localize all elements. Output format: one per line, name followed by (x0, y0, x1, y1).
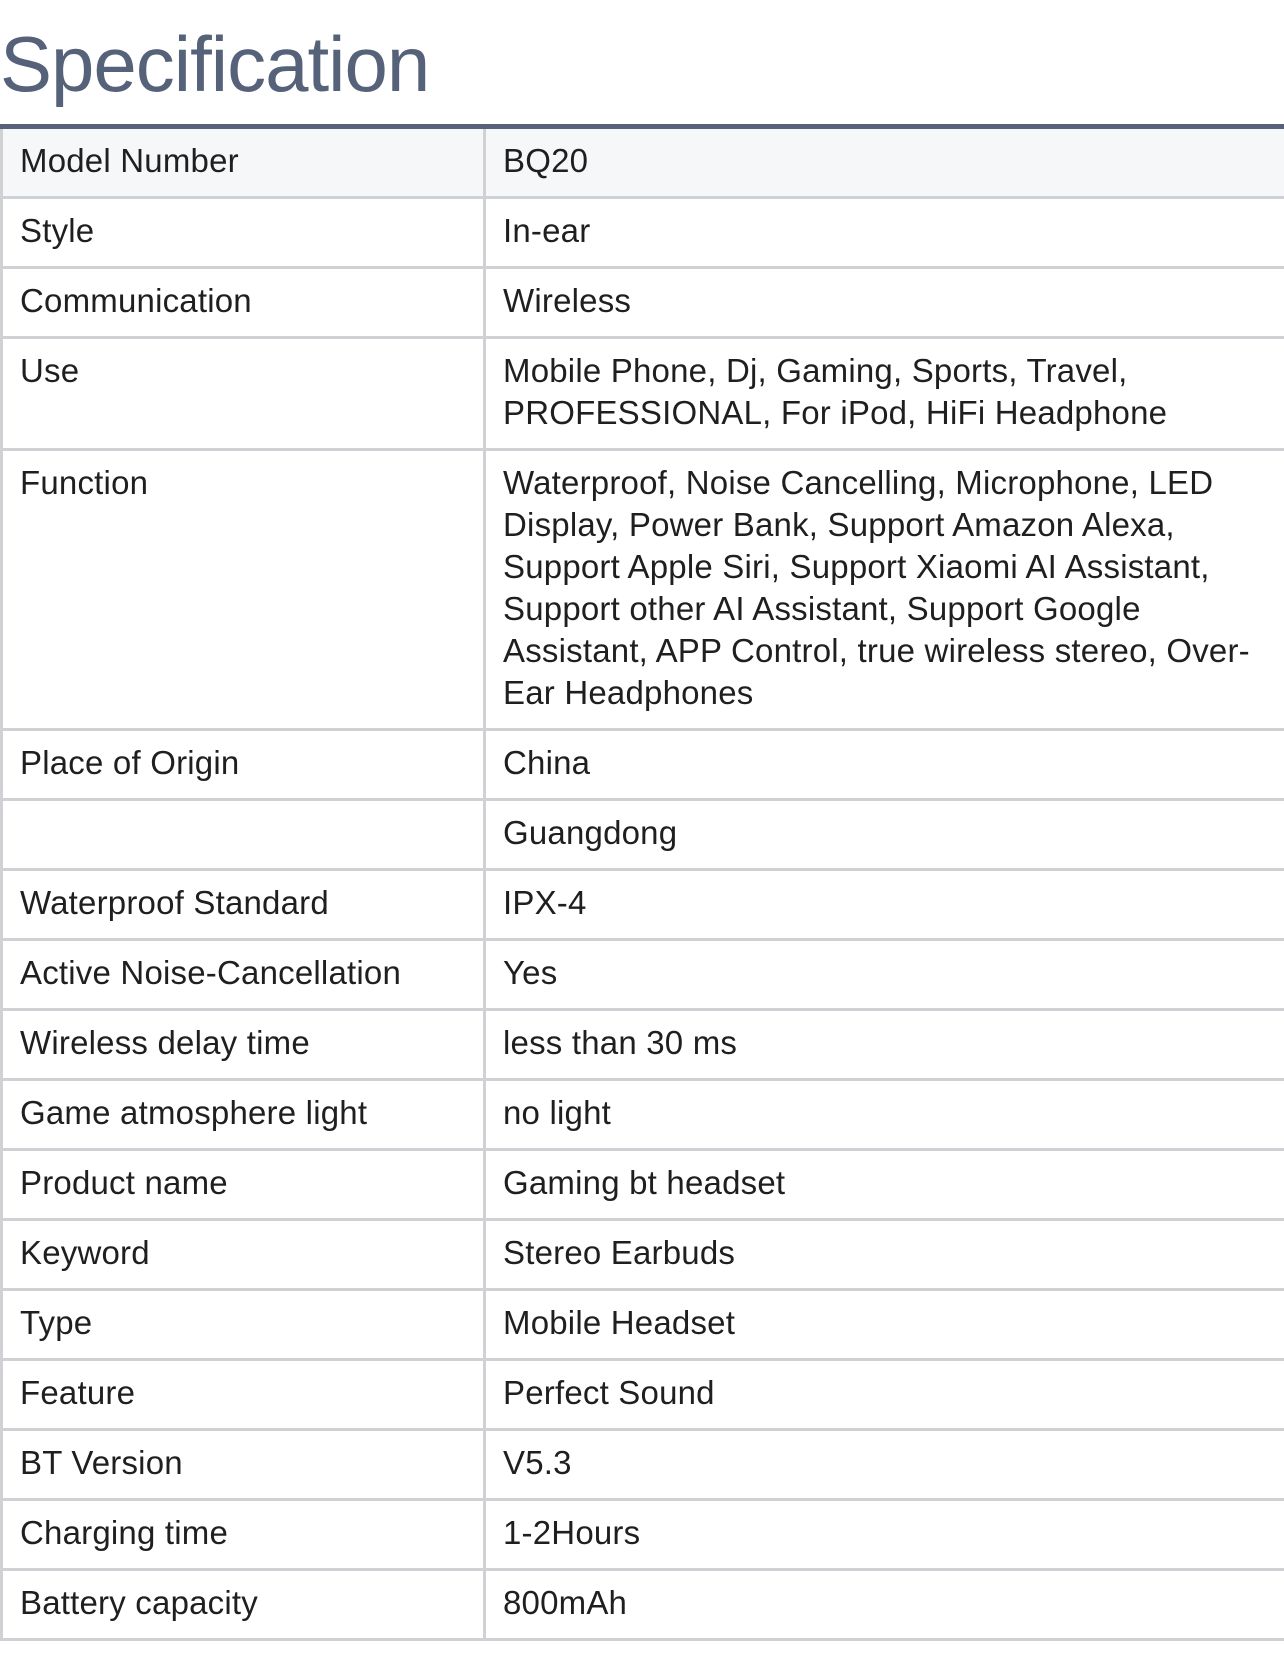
specification-table (0, 129, 1284, 1641)
table-row (2, 1010, 1284, 1080)
spec-label: Feature (2, 1360, 485, 1430)
table-row (2, 268, 1284, 338)
spec-value: Waterproof, Noise Cancelling, Microphone, LED Display, Power Bank, Support Amazon Alexa, Support Apple Siri, Support Xiaomi AI Assistant, Support other AI Assistant, Support Google Assistant, APP Control, true wireless stereo, Over-Ear Headphones (485, 450, 1284, 730)
spec-value: Mobile Headset (485, 1290, 1284, 1360)
spec-value: less than 30 ms (485, 1010, 1284, 1080)
spec-value: Yes (485, 940, 1284, 1010)
spec-value: V5.3 (485, 1430, 1284, 1500)
spec-label: Type (2, 1290, 485, 1360)
table-row (2, 870, 1284, 940)
table-row (2, 730, 1284, 800)
spec-label: Use (2, 338, 485, 450)
spec-value: Perfect Sound (485, 1360, 1284, 1430)
spec-label: Place of Origin (2, 730, 485, 800)
spec-value: Wireless (485, 268, 1284, 338)
spec-label: Product name (2, 1150, 485, 1220)
spec-value: 1-2Hours (485, 1500, 1284, 1570)
spec-label: BT Version (2, 1430, 485, 1500)
spec-label (2, 800, 485, 870)
table-row (2, 1290, 1284, 1360)
table-row (2, 800, 1284, 870)
spec-label: Model Number (2, 129, 485, 198)
page-title: Specification (0, 20, 430, 108)
spec-label: Communication (2, 268, 485, 338)
spec-label: Active Noise-Cancellation (2, 940, 485, 1010)
table-row (2, 198, 1284, 268)
spec-value: In-ear (485, 198, 1284, 268)
table-row (2, 450, 1284, 730)
spec-value: Gaming bt headset (485, 1150, 1284, 1220)
table-row (2, 1360, 1284, 1430)
spec-value: Mobile Phone, Dj, Gaming, Sports, Travel, PROFESSIONAL, For iPod, HiFi Headphone (485, 338, 1284, 450)
table-row (2, 1430, 1284, 1500)
spec-label: Keyword (2, 1220, 485, 1290)
table-row (2, 129, 1284, 198)
spec-label: Battery capacity (2, 1570, 485, 1640)
spec-value: Stereo Earbuds (485, 1220, 1284, 1290)
table-row (2, 1570, 1284, 1640)
table-row (2, 1220, 1284, 1290)
spec-label: Function (2, 450, 485, 730)
spec-value: IPX-4 (485, 870, 1284, 940)
spec-label: Wireless delay time (2, 1010, 485, 1080)
spec-label: Game atmosphere light (2, 1080, 485, 1150)
spec-value: Guangdong (485, 800, 1284, 870)
spec-value: China (485, 730, 1284, 800)
spec-label: Charging time (2, 1500, 485, 1570)
table-row (2, 1500, 1284, 1570)
spec-value: 800mAh (485, 1570, 1284, 1640)
spec-label: Style (2, 198, 485, 268)
spec-value: BQ20 (485, 129, 1284, 198)
spec-label: Waterproof Standard (2, 870, 485, 940)
table-row (2, 1080, 1284, 1150)
table-row (2, 940, 1284, 1010)
table-row (2, 1150, 1284, 1220)
table-row (2, 338, 1284, 450)
spec-value: no light (485, 1080, 1284, 1150)
